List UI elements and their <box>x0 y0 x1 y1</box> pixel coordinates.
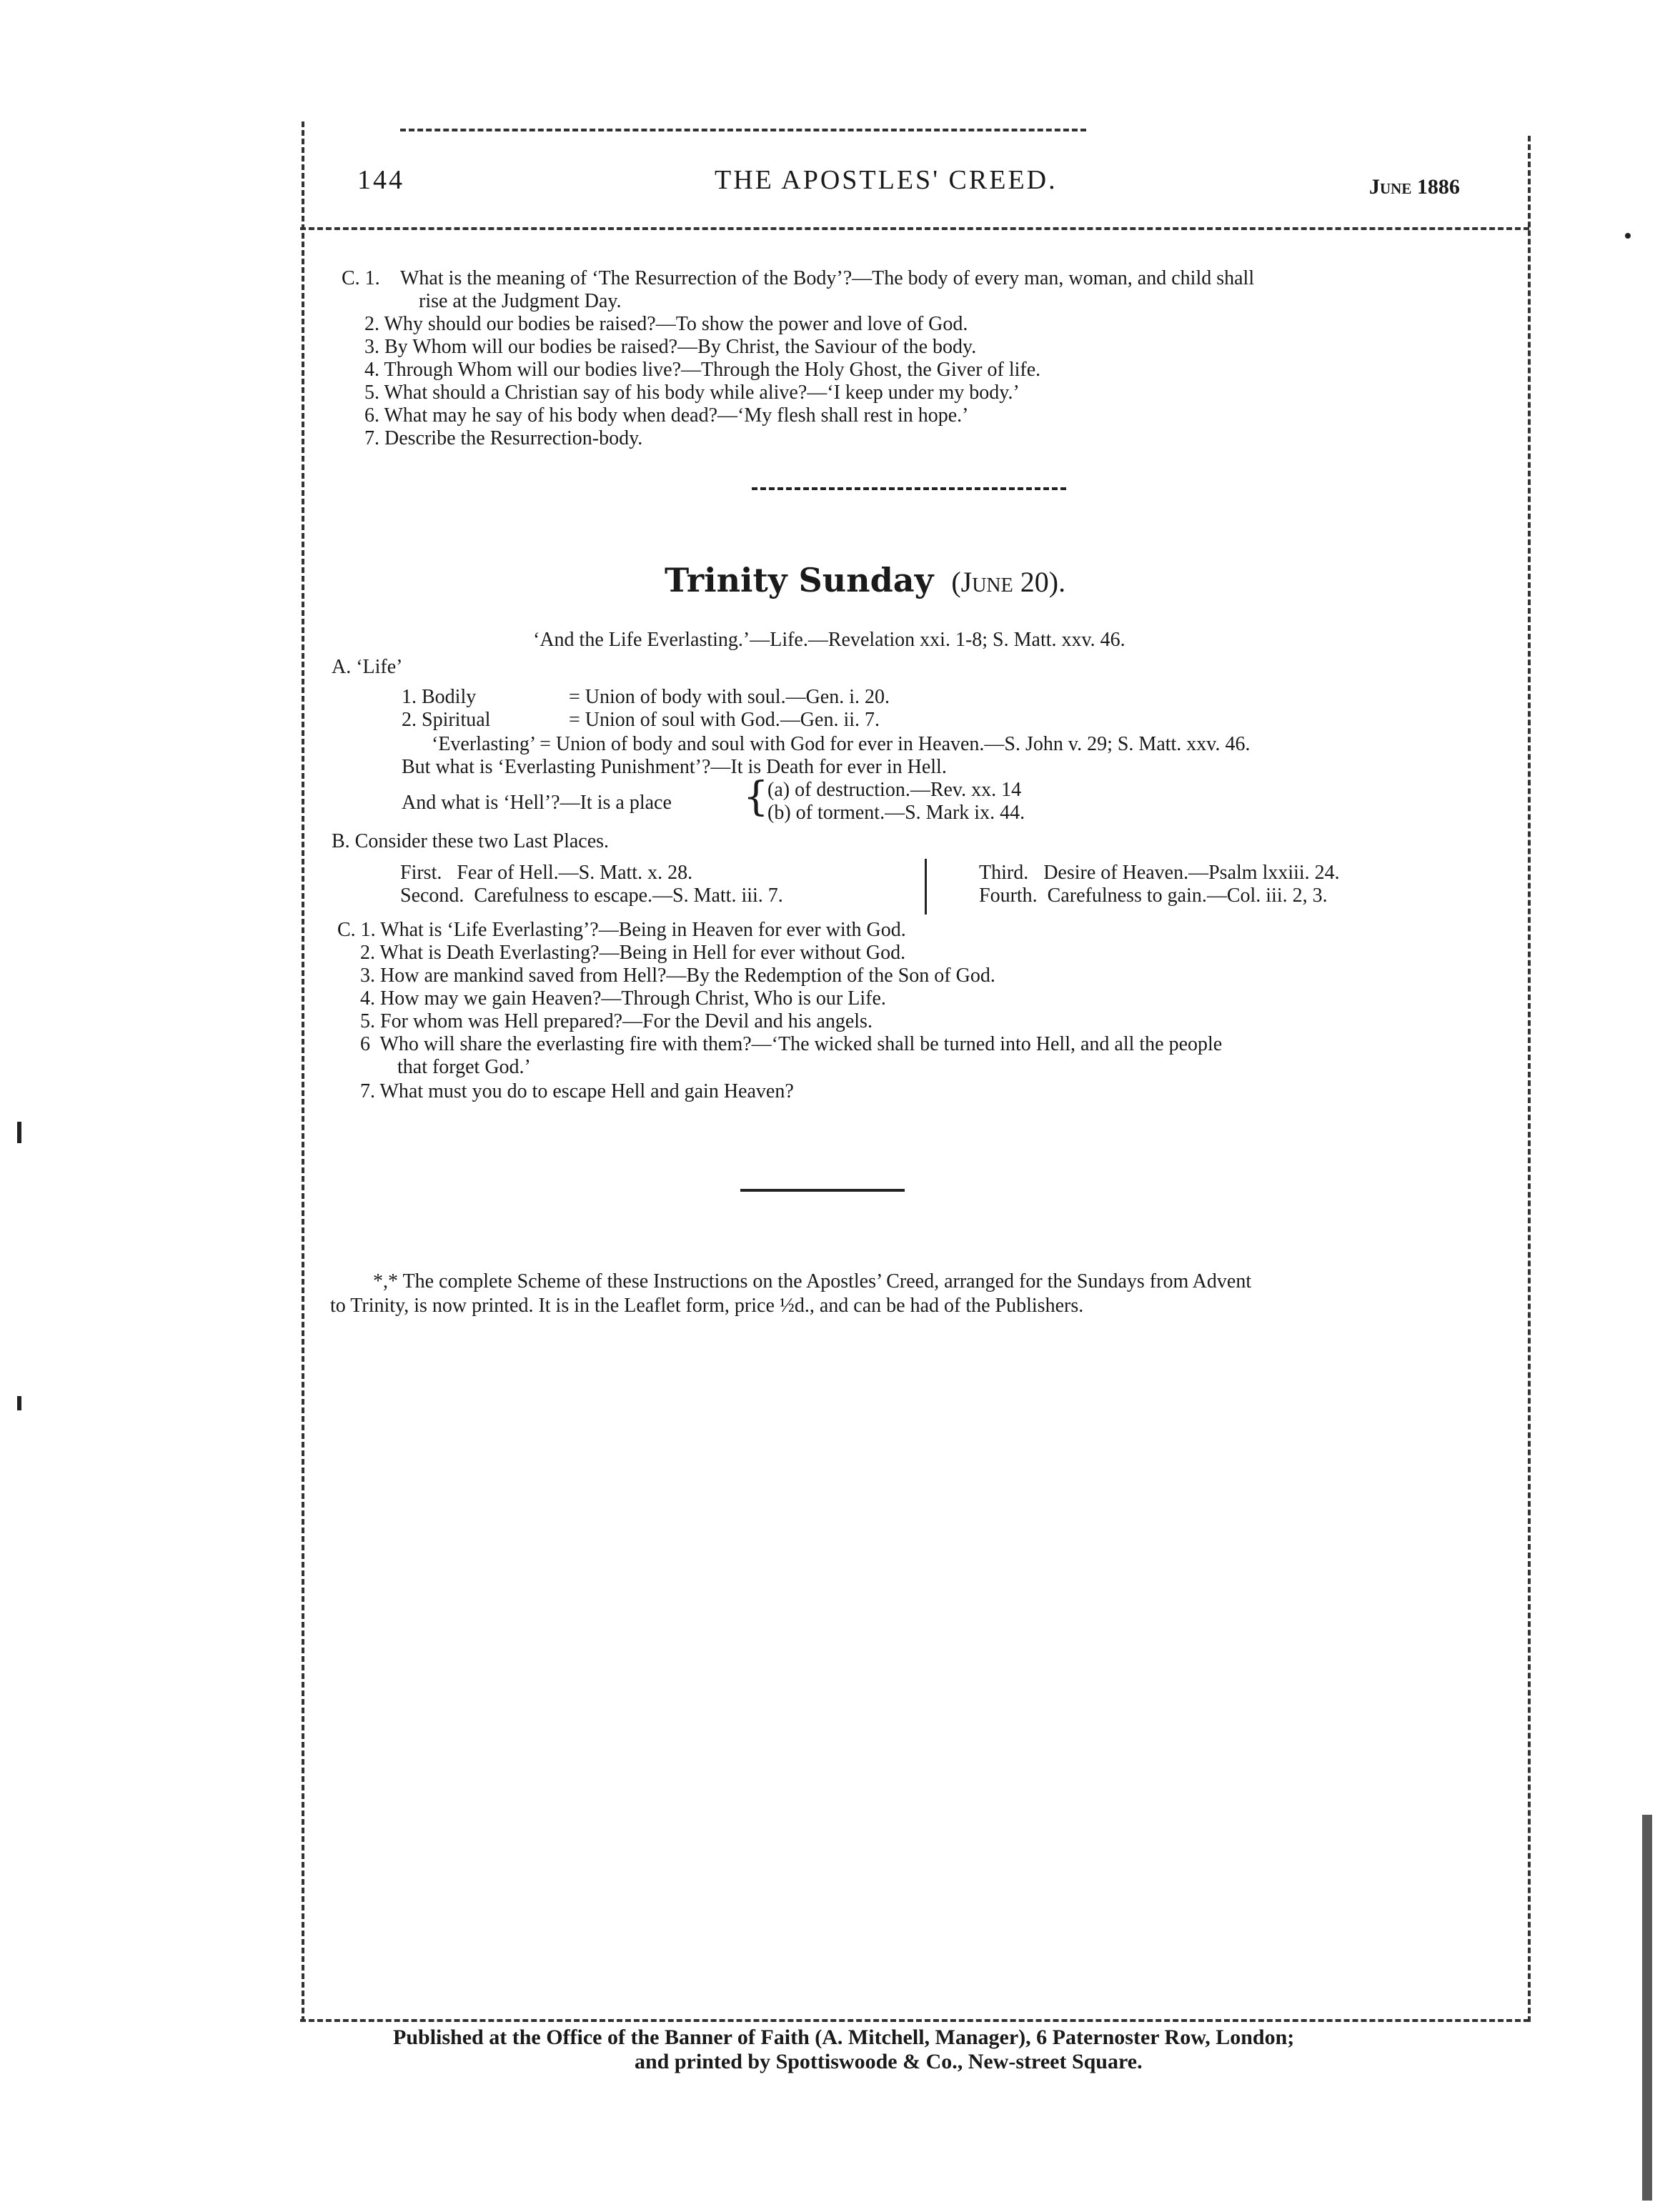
part-c-q4: 4. How may we gain Heaven?—Through Christ, Who is our Life. <box>360 987 886 1010</box>
scan-mark <box>17 1396 21 1410</box>
section-title: Trinity Sunday <box>665 561 934 599</box>
end-rule <box>740 1189 905 1192</box>
part-a-punishment: But what is ‘Everlasting Punishment’?—It is Death for ever in Hell. <box>402 756 947 778</box>
part-a-everlasting: ‘Everlasting’ = Union of body and soul with God for ever in Heaven.—S. John v. 29; S. Matt. xxv. 46. <box>432 733 1251 755</box>
issue-date: June 1886 <box>1369 175 1460 199</box>
part-c-q3: 3. How are mankind saved from Hell?—By the Redemption of the Son of God. <box>360 965 995 987</box>
part-c-q6-cont: that forget God.’ <box>397 1056 531 1078</box>
resurrection-q1-prefix: C. 1. <box>342 267 380 289</box>
resurrection-q4: 4. Through Whom will our bodies live?—Through the Holy Ghost, the Giver of life. <box>364 359 1041 381</box>
part-a-hell-b: (b) of torment.—S. Mark ix. 44. <box>767 802 1025 824</box>
left-border <box>302 121 304 2022</box>
binding-edge <box>1642 1815 1652 2201</box>
part-a-def-1: = Union of body with soul.—Gen. i. 20. <box>569 686 890 708</box>
part-b-third: Third. Desire of Heaven.—Psalm lxxiii. 24. <box>979 862 1340 884</box>
page-number: 144 <box>357 165 404 195</box>
page-title: THE APOSTLES' CREED. <box>715 165 1058 195</box>
top-border <box>400 129 1086 131</box>
section-heading <box>665 560 1065 606</box>
part-c-q2: 2. What is Death Everlasting?—Being in Hell for ever without God. <box>360 942 906 964</box>
part-c-q7: 7. What must you do to escape Hell and gain Heaven? <box>360 1080 794 1102</box>
resurrection-q3: 3. By Whom will our bodies be raised?—By Christ, the Saviour of the body. <box>364 336 977 358</box>
part-c-q6: 6 Who will share the everlasting fire with them?—‘The wicked shall be turned into Hell, and all the people <box>360 1033 1223 1055</box>
resurrection-q6: 6. What may he say of his body when dead?—‘My flesh shall rest in hope.’ <box>364 404 969 427</box>
resurrection-q1: What is the meaning of ‘The Resurrection of the Body’?—The body of every man, woman, and child shall <box>400 267 1255 289</box>
resurrection-q7: 7. Describe the Resurrection-body. <box>364 427 643 449</box>
brace: { <box>743 774 769 820</box>
scan-mark <box>1625 233 1631 239</box>
resurrection-q2: 2. Why should our bodies be raised?—To show the power and love of God. <box>364 313 968 335</box>
part-a-hell: And what is ‘Hell’?—It is a place <box>402 792 672 814</box>
part-b-fourth: Fourth. Carefulness to gain.—Col. iii. 2, 3. <box>979 885 1328 907</box>
column-divider <box>925 859 927 915</box>
section-subtitle: ‘And the Life Everlasting.’—Life.—Revelation xxi. 1-8; S. Matt. xxv. 46. <box>533 629 1125 651</box>
section-date: (June 20). <box>951 566 1066 598</box>
part-b-second: Second. Carefulness to escape.—S. Matt. iii. 7. <box>400 885 783 907</box>
scan-mark <box>17 1122 21 1143</box>
note-line-1: *,* The complete Scheme of these Instructions on the Apostles’ Creed, arranged for the Sundays from Advent <box>373 1270 1252 1292</box>
part-a-item-1: 1. Bodily <box>402 686 477 708</box>
part-c-q1: C. 1. What is ‘Life Everlasting’?—Being in Heaven for ever with God. <box>337 919 906 941</box>
note-line-2: to Trinity, is now printed. It is in the Leaflet form, price ½d., and can be had of the Publishers. <box>330 1295 1084 1317</box>
resurrection-q5: 5. What should a Christian say of his body while alive?—‘I keep under my body.’ <box>364 382 1020 404</box>
part-a-def-2: = Union of soul with God.—Gen. ii. 7. <box>569 709 880 731</box>
section-divider <box>752 487 1066 490</box>
part-a-hell-a: (a) of destruction.—Rev. xx. 14 <box>767 779 1022 801</box>
resurrection-q1-cont: rise at the Judgment Day. <box>419 290 622 312</box>
bottom-border <box>300 2019 1529 2022</box>
part-b-label: B. Consider these two Last Places. <box>332 830 610 852</box>
part-a-item-2: 2. Spiritual <box>402 709 491 731</box>
part-b-first: First. Fear of Hell.—S. Matt. x. 28. <box>400 862 693 884</box>
header-underline <box>300 227 1529 230</box>
footer-line-2: and printed by Spottiswoode & Co., New-street Square. <box>635 2050 1143 2073</box>
part-c-q5: 5. For whom was Hell prepared?—For the Devil and his angels. <box>360 1010 873 1032</box>
part-a-label: A. ‘Life’ <box>332 656 403 678</box>
footer-line-1: Published at the Office of the Banner of Faith (A. Mitchell, Manager), 6 Paternoster Row, London; <box>393 2026 1295 2049</box>
right-border <box>1528 136 1531 2022</box>
